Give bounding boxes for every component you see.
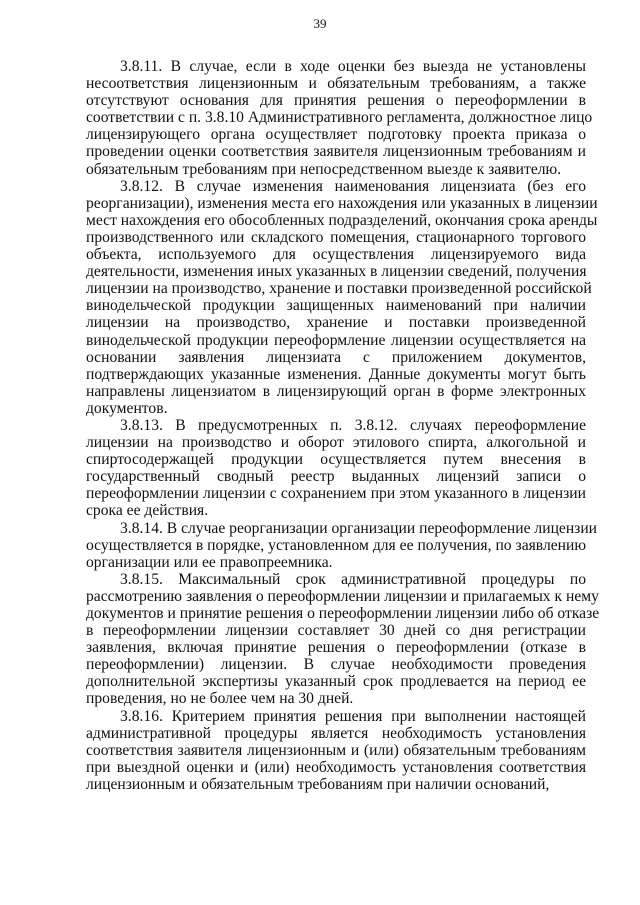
document-body <box>86 58 600 793</box>
text-line: 3.8.12. В случае изменения наименования лицензиата (без его <box>120 177 586 195</box>
text-line: рассмотрению заявления о переоформлении лицензии и прилагаемых к нему <box>86 587 599 605</box>
paragraph-3-8-11 <box>86 58 593 178</box>
text-line: направлены лицензиатом в лицензирующий орган в форме электронных <box>86 382 586 400</box>
paragraph-3-8-14 <box>86 519 598 571</box>
text-line: 3.8.15. Максимальный срок административной процедуры по <box>120 570 586 588</box>
text-line: документов. <box>86 399 168 417</box>
text-line: срока ее действия. <box>86 502 209 520</box>
text-line: государственный сводный реестр выданных лицензий записи о <box>86 468 586 486</box>
text-line: организации или ее правопреемника. <box>86 553 333 571</box>
text-line: лицензии на производство, хранение и поставки произведенной <box>86 314 586 332</box>
paragraph-3-8-15 <box>86 570 600 708</box>
text-line: подтверждающих указанные изменения. Данные документы могут быть <box>86 365 586 383</box>
text-line: проведении оценки соответствия заявителя лицензионным требованиям и <box>86 143 586 161</box>
text-line: осуществляется в порядке, установленном для ее получения, по заявлению <box>86 536 586 554</box>
text-line: лицензирующего органа осуществляет подготовку проекта приказа о <box>86 126 586 144</box>
text-line: производственного или складского помещения, стационарного торгового <box>86 228 586 246</box>
text-line: винодельческой продукции переоформление лицензии осуществляется на <box>86 331 586 349</box>
text-line: соответствия заявителя лицензионным и (или) обязательным требованиям <box>86 741 586 759</box>
text-line: реорганизации), изменения места его нахождения или указанных в лицензии <box>86 194 598 212</box>
text-line: соответствии с п. 3.8.10 Административного регламента, должностное лицо <box>86 109 593 127</box>
text-line: винодельческой продукции защищенных наименований при наличии <box>86 297 586 315</box>
text-line: обязательным требованиям при непосредственном выезде к заявителю. <box>86 160 562 178</box>
text-line: объекта, используемого для осуществления лицензируемого вида <box>86 246 586 264</box>
text-line: отсутствуют основания для принятия решения о переоформлении в <box>86 92 586 110</box>
text-line: лицензии на производство, хранение и поставки произведенной российской <box>86 280 592 298</box>
text-line: основании заявления лицензиата с приложением документов, <box>86 348 586 366</box>
text-line: в переоформлении лицензии составляет 30 дней со дня регистрации <box>86 622 586 640</box>
text-line: заявления, включая принятие решения о переоформлении (отказе в <box>86 639 586 657</box>
text-line: лицензионным и обязательным требованиям при наличии оснований, <box>86 775 550 793</box>
text-line: несоответствия лицензионным и обязательным требованиям, а также <box>86 75 586 93</box>
text-line: дополнительной экспертизы указанный срок продлевается на период ее <box>86 673 586 691</box>
text-line: мест нахождения его обособленных подразделений, окончания срока аренды <box>86 211 598 229</box>
text-line: переоформлении) лицензии. В случае необходимости проведения <box>86 656 586 674</box>
text-line: документов и принятие решения о переоформлении лицензии либо об отказе <box>86 605 600 622</box>
paragraph-3-8-12 <box>86 177 598 417</box>
text-line: деятельности, изменения иных указанных в лицензии сведений, получения <box>86 263 587 281</box>
text-line: проведения, но не более чем на 30 дней. <box>86 690 354 708</box>
paragraph-3-8-16 <box>86 708 586 793</box>
text-line: 3.8.11. В случае, если в ходе оценки без выезда не установлены <box>120 58 586 75</box>
paragraph-3-8-13 <box>86 417 586 520</box>
page-number: 39 <box>313 16 327 31</box>
text-line: 3.8.13. В предусмотренных п. 3.8.12. случаях переоформление <box>120 416 586 434</box>
text-line: 3.8.14. В случае реорганизации организации переоформление лицензии <box>120 519 598 537</box>
text-line: 3.8.16. Критерием принятия решения при выполнении настоящей <box>120 707 586 725</box>
text-line: при выездной оценки и (или) необходимость установления соответствия <box>86 758 586 776</box>
text-line: спиртосодержащей продукции осуществляется путем внесения в <box>86 451 586 469</box>
text-line: административной процедуры является необходимость установления <box>86 724 586 742</box>
text-line: переоформлении лицензии с сохранением при этом указанного в лицензии <box>86 485 586 503</box>
text-line: лицензии на производство и оборот этилового спирта, алкогольной и <box>86 434 586 452</box>
